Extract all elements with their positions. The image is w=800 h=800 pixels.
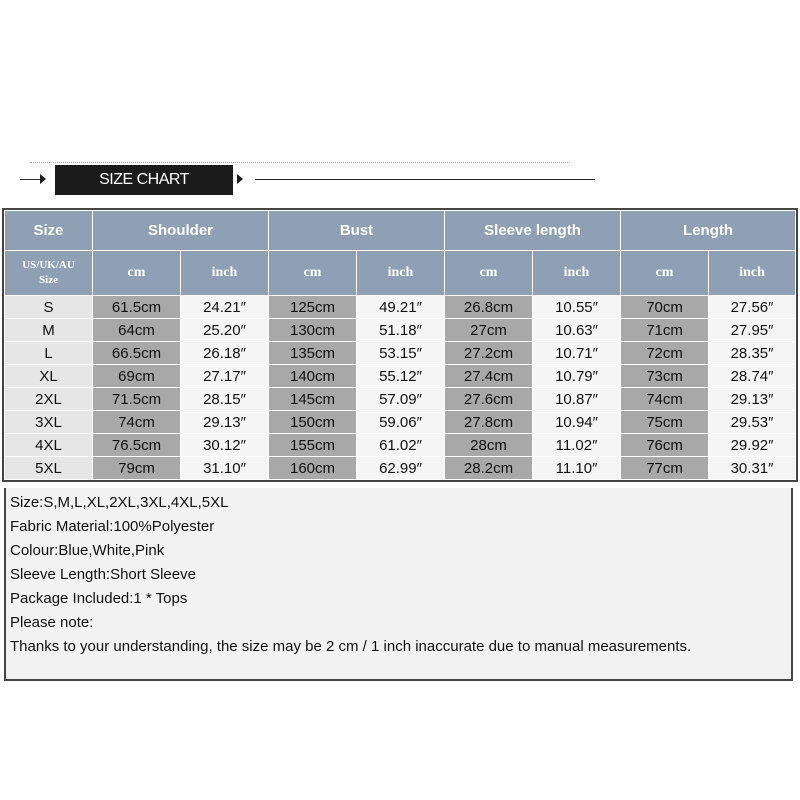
cm-cell: 69cm: [93, 365, 181, 388]
region-label: US/UK/AU: [22, 259, 75, 271]
table-row: [5, 388, 796, 411]
cm-cell: 28.2cm: [445, 457, 533, 480]
inch-cell: 24.21″: [181, 296, 269, 319]
note-line: Size:S,M,L,XL,2XL,3XL,4XL,5XL: [10, 494, 229, 511]
cm-cell: 145cm: [269, 388, 357, 411]
inch-cell: 61.02″: [357, 434, 445, 457]
cm-cell: 71cm: [621, 319, 709, 342]
inch-cell: 30.12″: [181, 434, 269, 457]
unit-inch: inch: [357, 251, 445, 296]
inch-cell: 29.13″: [181, 411, 269, 434]
note-line: Colour:Blue,White,Pink: [10, 542, 165, 559]
note-line: Sleeve Length:Short Sleeve: [10, 566, 196, 583]
banner-left-line: [20, 179, 40, 180]
cm-cell: 27.4cm: [445, 365, 533, 388]
cm-cell: 75cm: [621, 411, 709, 434]
unit-cm: cm: [621, 251, 709, 296]
cm-cell: 150cm: [269, 411, 357, 434]
table-row: [5, 411, 796, 434]
size-cell: L: [5, 342, 93, 365]
size-chart-title: SIZE CHART: [55, 165, 233, 195]
inch-cell: 10.94″: [533, 411, 621, 434]
unit-cm: cm: [93, 251, 181, 296]
size-cell: 5XL: [5, 457, 93, 480]
inch-cell: 31.10″: [181, 457, 269, 480]
cm-cell: 77cm: [621, 457, 709, 480]
cm-cell: 135cm: [269, 342, 357, 365]
size-cell: M: [5, 319, 93, 342]
cm-cell: 64cm: [93, 319, 181, 342]
cm-cell: 74cm: [621, 388, 709, 411]
size-cell: 3XL: [5, 411, 93, 434]
inch-cell: 11.02″: [533, 434, 621, 457]
inch-cell: 28.74″: [709, 365, 796, 388]
cm-cell: 26.8cm: [445, 296, 533, 319]
header-region-size: [5, 251, 93, 296]
inch-cell: 29.13″: [709, 388, 796, 411]
note-line: Please note:: [10, 614, 94, 631]
table-row: [5, 296, 796, 319]
cm-cell: 125cm: [269, 296, 357, 319]
banner-right-arrow: [237, 174, 243, 184]
table-row: [5, 434, 796, 457]
product-notes: [4, 488, 793, 681]
cm-cell: 79cm: [93, 457, 181, 480]
banner-right-line: [255, 179, 595, 180]
header-row-groups: [5, 211, 796, 251]
inch-cell: 10.87″: [533, 388, 621, 411]
inch-cell: 51.18″: [357, 319, 445, 342]
inch-cell: 62.99″: [357, 457, 445, 480]
size-chart-banner: [0, 150, 800, 210]
header-shoulder: Shoulder: [93, 211, 269, 251]
size-cell: 4XL: [5, 434, 93, 457]
inch-cell: 30.31″: [709, 457, 796, 480]
size-cell: S: [5, 296, 93, 319]
cm-cell: 61.5cm: [93, 296, 181, 319]
cm-cell: 27.2cm: [445, 342, 533, 365]
unit-cm: cm: [269, 251, 357, 296]
cm-cell: 74cm: [93, 411, 181, 434]
size-cell: XL: [5, 365, 93, 388]
inch-cell: 27.56″: [709, 296, 796, 319]
size-cell: 2XL: [5, 388, 93, 411]
cm-cell: 72cm: [621, 342, 709, 365]
inch-cell: 53.15″: [357, 342, 445, 365]
inch-cell: 10.55″: [533, 296, 621, 319]
header-length: Length: [621, 211, 796, 251]
header-bust: Bust: [269, 211, 445, 251]
table-row: [5, 342, 796, 365]
inch-cell: 49.21″: [357, 296, 445, 319]
cm-cell: 27.6cm: [445, 388, 533, 411]
cm-cell: 155cm: [269, 434, 357, 457]
inch-cell: 28.15″: [181, 388, 269, 411]
inch-cell: 59.06″: [357, 411, 445, 434]
cm-cell: 76.5cm: [93, 434, 181, 457]
inch-cell: 11.10″: [533, 457, 621, 480]
inch-cell: 10.79″: [533, 365, 621, 388]
unit-inch: inch: [181, 251, 269, 296]
inch-cell: 29.53″: [709, 411, 796, 434]
banner-left-arrow: [40, 174, 46, 184]
header-size: Size: [5, 211, 93, 251]
table-row: [5, 319, 796, 342]
unit-inch: inch: [533, 251, 621, 296]
inch-cell: 55.12″: [357, 365, 445, 388]
inch-cell: 29.92″: [709, 434, 796, 457]
cm-cell: 66.5cm: [93, 342, 181, 365]
cm-cell: 27cm: [445, 319, 533, 342]
cm-cell: 76cm: [621, 434, 709, 457]
note-line: Thanks to your understanding, the size may be 2 cm / 1 inch inaccurate due to manual measurements.: [10, 638, 692, 655]
region-sub-label: Size: [39, 274, 58, 286]
unit-inch: inch: [709, 251, 796, 296]
size-table: [4, 210, 796, 480]
table-row: [5, 457, 796, 480]
inch-cell: 28.35″: [709, 342, 796, 365]
dotted-guide-line: [30, 162, 570, 163]
cm-cell: 160cm: [269, 457, 357, 480]
header-row-units: [5, 251, 796, 296]
inch-cell: 10.71″: [533, 342, 621, 365]
cm-cell: 130cm: [269, 319, 357, 342]
note-line: Package Included:1 * Tops: [10, 590, 188, 607]
cm-cell: 140cm: [269, 365, 357, 388]
table-row: [5, 365, 796, 388]
inch-cell: 57.09″: [357, 388, 445, 411]
inch-cell: 10.63″: [533, 319, 621, 342]
unit-cm: cm: [445, 251, 533, 296]
cm-cell: 27.8cm: [445, 411, 533, 434]
inch-cell: 25.20″: [181, 319, 269, 342]
header-sleeve-length: Sleeve length: [445, 211, 621, 251]
inch-cell: 27.95″: [709, 319, 796, 342]
cm-cell: 70cm: [621, 296, 709, 319]
note-line: Fabric Material:100%Polyester: [10, 518, 215, 535]
inch-cell: 27.17″: [181, 365, 269, 388]
inch-cell: 26.18″: [181, 342, 269, 365]
cm-cell: 28cm: [445, 434, 533, 457]
cm-cell: 73cm: [621, 365, 709, 388]
cm-cell: 71.5cm: [93, 388, 181, 411]
